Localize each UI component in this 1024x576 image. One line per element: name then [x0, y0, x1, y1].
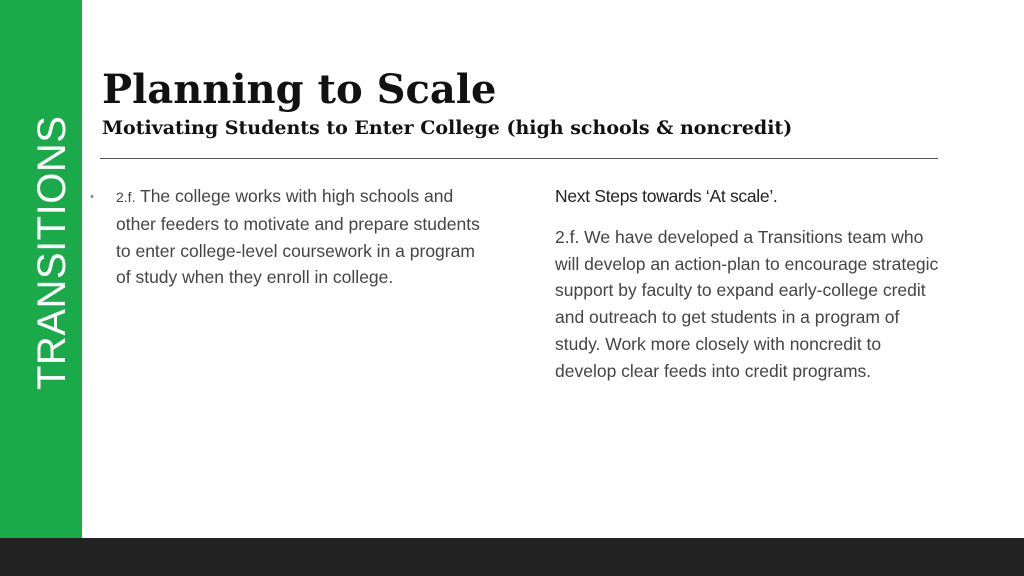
- sidebar-label: TRANSITIONS: [30, 115, 74, 390]
- page-title: Planning to Scale: [102, 66, 497, 113]
- bullet-item: [116, 183, 485, 291]
- next-steps-body: 2.f. We have developed a Transitions team who will develop an action-plan to encourage strategic support by faculty to expand early-college credit and outreach to get students in a program of study. Work more closely with noncredit to develop clear feeds into credit programs.: [555, 226, 939, 381]
- left-column: [90, 183, 485, 291]
- right-column: [555, 183, 945, 385]
- sidebar-accent: [0, 0, 82, 538]
- bullet-ref: 2.f.: [116, 189, 136, 205]
- bullet-text: The college works with high schools and other feeders to motivate and prepare students to enter college-level coursework in a program of study when they enroll in college.: [116, 186, 480, 288]
- title-divider: [100, 158, 938, 159]
- footer-bar: [0, 538, 1024, 576]
- next-steps-heading: Next Steps towards ‘At scale’.: [555, 186, 778, 206]
- bullet-icon: •: [90, 191, 94, 203]
- page-subtitle: Motivating Students to Enter College (high schools & noncredit): [102, 117, 793, 139]
